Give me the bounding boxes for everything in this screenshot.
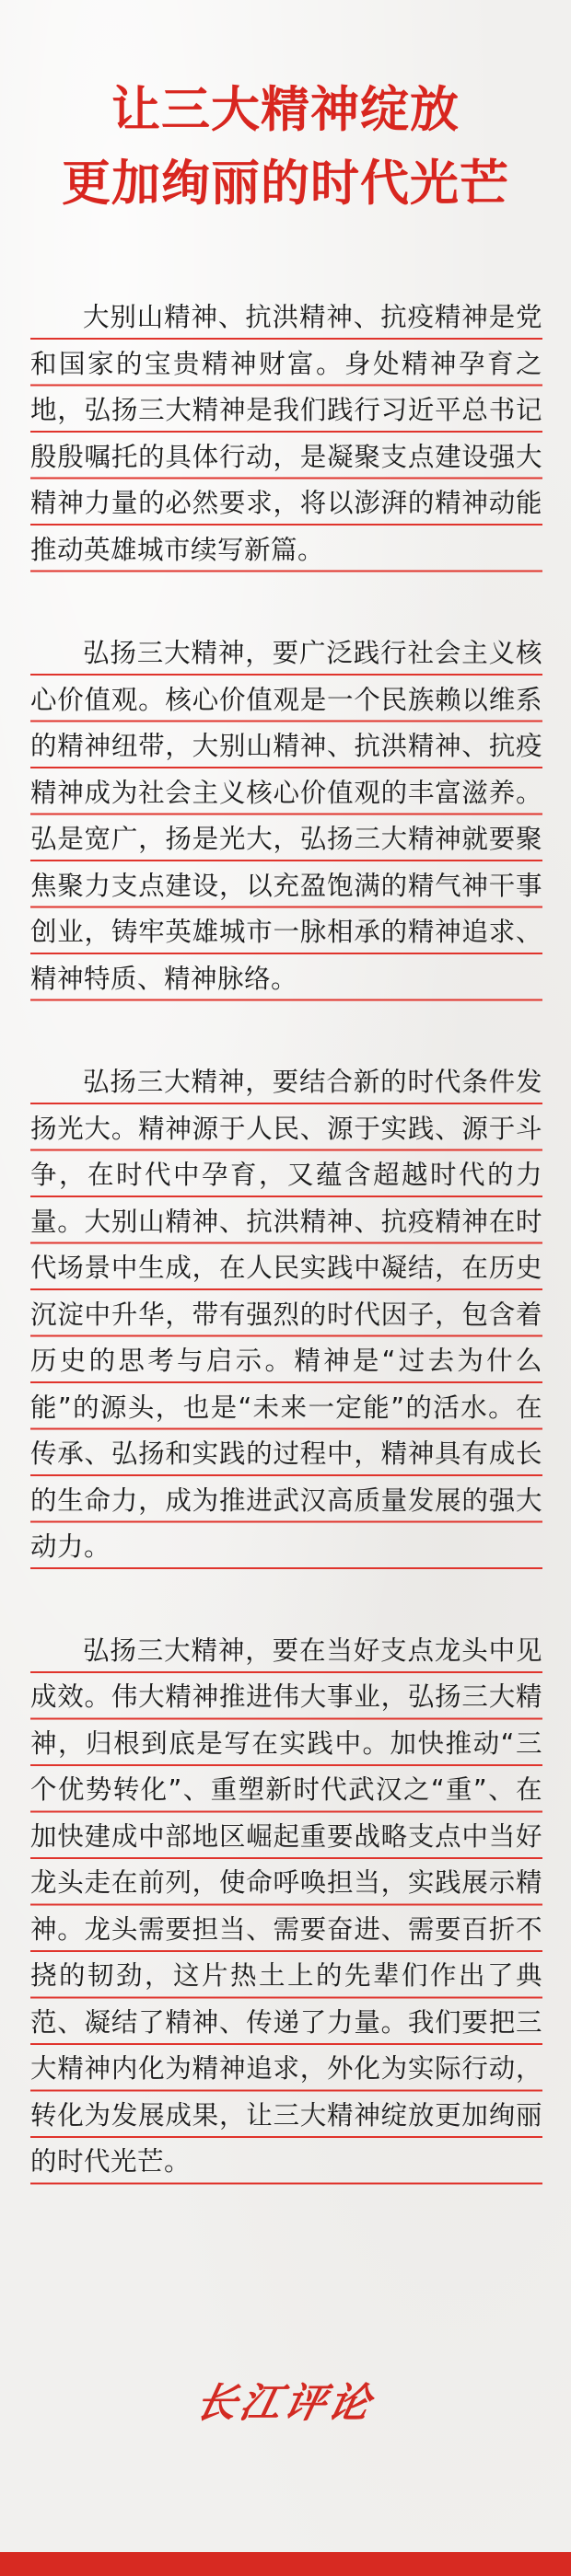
title-line-2: 更加绚丽的时代光芒 <box>62 156 509 212</box>
paragraph-4: 弘扬三大精神，要在当好支点龙头中见成效。伟大精神推进伟大事业，弘扬三大精神，归根到底是写在实践中。加快推动“三个优势转化”、重塑新时代武汉之“重”、在加快建成中部地区崛起重要战略支点中当好龙头走在前列，使命呼唤担当，实践展示精神。龙头需要担当、需要奋进、需要百折不挠的韧劲，这片热土上的先辈们作出了典范、凝结了精神、传递了力量。我们要把三大精神内化为精神追求，外化为实际行动，转化为发展成果，让三大精神绽放更加绚丽的时代光芒。 <box>30 1628 542 2186</box>
footer-bar <box>0 2552 571 2576</box>
article-title <box>0 74 571 221</box>
paragraph-3: 弘扬三大精神，要结合新的时代条件发扬光大。精神源于人民、源于实践、源于斗争，在时代中孕育，又蕴含超越时代的力量。大别山精神、抗洪精神、抗疫精神在时代场景中生成，在人民实践中凝结，在历史沉淀中升华，带有强烈的时代因子，包含着历史的思考与启示。精神是“过去为什么能”的源头，也是“未来一定能”的活水。在传承、弘扬和实践的过程中，精神具有成长的生命力，成为推进武汉高质量发展的强大动力。 <box>30 1059 542 1571</box>
title-line-1: 让三大精神绽放 <box>111 82 460 138</box>
article-body <box>30 295 542 2243</box>
paragraph-1: 大别山精神、抗洪精神、抗疫精神是党和国家的宝贵精神财富。身处精神孕育之地，弘扬三大精神是我们践行习近平总书记殷殷嘱托的具体行动，是凝聚支点建设强大精神力量的必然要求，将以澎湃的精神动能推动英雄城市续写新篇。 <box>30 295 542 573</box>
brand-logo: 长江评论 <box>191 2380 379 2427</box>
paragraph-2: 弘扬三大精神，要广泛践行社会主义核心价值观。核心价值观是一个民族赖以维系的精神纽带，大别山精神、抗洪精神、抗疫精神成为社会主义核心价值观的丰富滋养。弘是宽广，扬是光大，弘扬三大精神就要聚焦聚力支点建设，以充盈饱满的精气神干事创业，铸牢英雄城市一脉相承的精神追求、精神特质、精神脉络。 <box>30 630 542 1002</box>
